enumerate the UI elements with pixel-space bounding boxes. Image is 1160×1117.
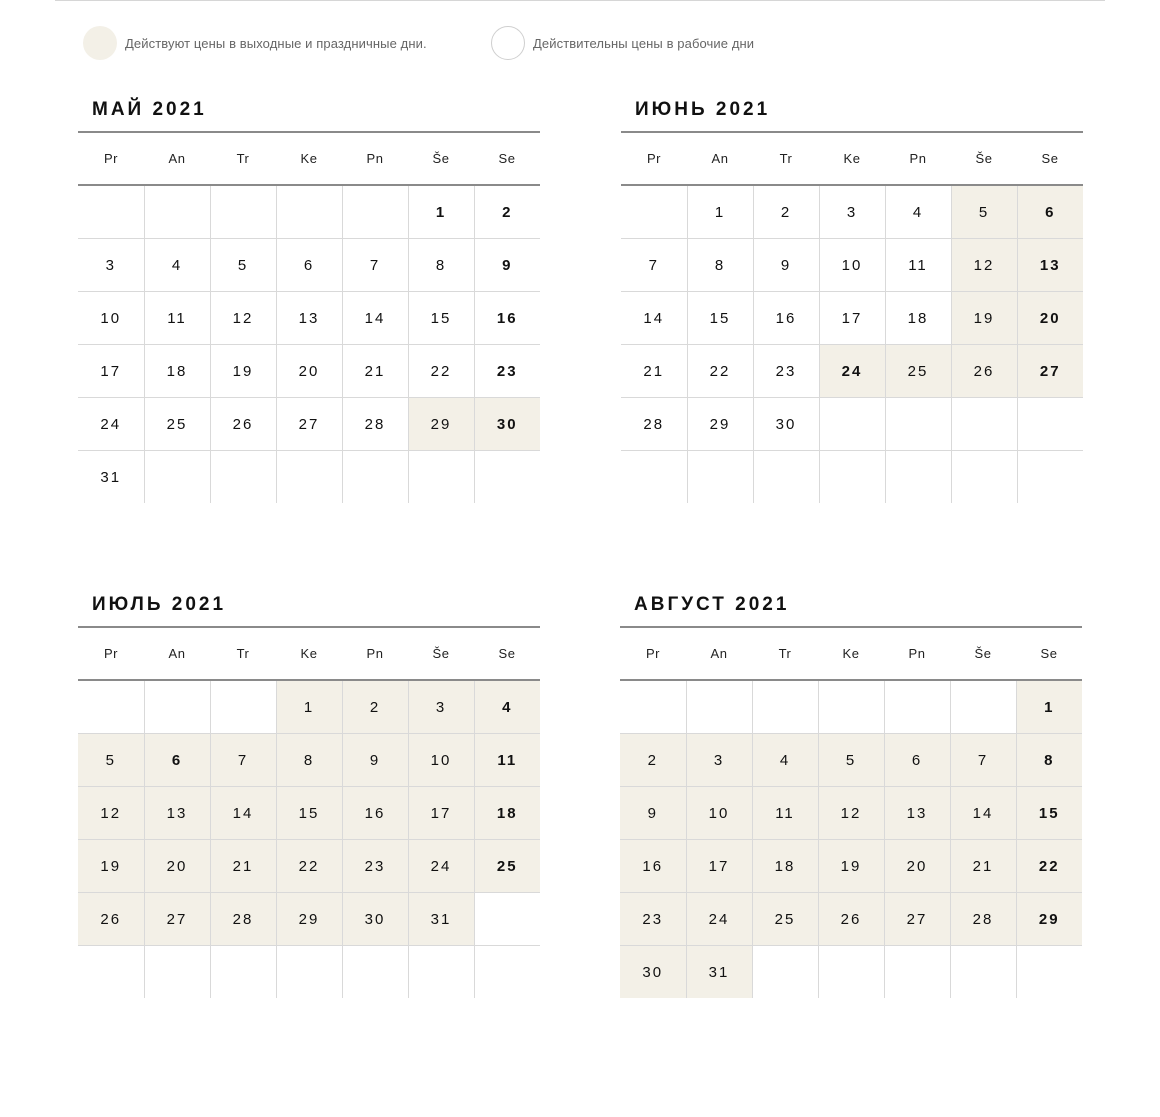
week-row bbox=[620, 680, 1082, 734]
legend-weekday bbox=[491, 26, 754, 60]
weekday-header: Pr bbox=[78, 627, 144, 680]
weekday-header: An bbox=[144, 627, 210, 680]
day-cell[interactable]: 7 bbox=[621, 239, 687, 292]
weekday-header: Ke bbox=[276, 132, 342, 185]
day-cell[interactable]: 13 bbox=[1017, 239, 1083, 292]
weekday-header: Pn bbox=[342, 627, 408, 680]
weekday-header: Pn bbox=[884, 627, 950, 680]
month-title: ИЮЛЬ 2021 bbox=[92, 594, 227, 615]
day-cell[interactable]: 22 bbox=[408, 345, 474, 398]
day-cell[interactable]: 30 bbox=[620, 946, 686, 999]
day-cell[interactable]: 30 bbox=[342, 893, 408, 946]
empty-day-cell bbox=[885, 398, 951, 451]
day-cell[interactable]: 27 bbox=[1017, 345, 1083, 398]
empty-day-cell bbox=[474, 893, 540, 946]
day-cell[interactable]: 7 bbox=[342, 239, 408, 292]
day-cell[interactable]: 25 bbox=[474, 840, 540, 893]
week-row bbox=[78, 292, 540, 345]
empty-day-cell bbox=[78, 680, 144, 734]
day-cell[interactable]: 29 bbox=[1016, 893, 1082, 946]
week-row bbox=[78, 680, 540, 734]
day-cell[interactable]: 18 bbox=[474, 787, 540, 840]
month-title: МАЙ 2021 bbox=[92, 99, 207, 120]
day-cell[interactable]: 28 bbox=[621, 398, 687, 451]
day-cell[interactable]: 24 bbox=[686, 893, 752, 946]
week-row bbox=[78, 451, 540, 504]
day-cell[interactable]: 9 bbox=[620, 787, 686, 840]
day-cell[interactable]: 4 bbox=[144, 239, 210, 292]
day-cell[interactable]: 9 bbox=[474, 239, 540, 292]
day-cell[interactable]: 30 bbox=[474, 398, 540, 451]
day-cell[interactable]: 23 bbox=[342, 840, 408, 893]
empty-day-cell bbox=[752, 946, 818, 999]
empty-day-cell bbox=[78, 946, 144, 999]
day-cell[interactable]: 17 bbox=[686, 840, 752, 893]
day-cell[interactable]: 24 bbox=[819, 345, 885, 398]
day-cell[interactable]: 8 bbox=[1016, 734, 1082, 787]
day-cell[interactable]: 22 bbox=[687, 345, 753, 398]
day-cell[interactable]: 5 bbox=[78, 734, 144, 787]
empty-day-cell bbox=[78, 185, 144, 239]
calendar-grid bbox=[621, 131, 1083, 503]
day-cell[interactable]: 11 bbox=[752, 787, 818, 840]
day-cell[interactable]: 12 bbox=[951, 239, 1017, 292]
weekday-header: Še bbox=[408, 132, 474, 185]
day-cell[interactable]: 15 bbox=[1016, 787, 1082, 840]
day-cell[interactable]: 2 bbox=[342, 680, 408, 734]
empty-day-cell bbox=[686, 680, 752, 734]
day-cell[interactable]: 6 bbox=[884, 734, 950, 787]
weekday-header: Pr bbox=[78, 132, 144, 185]
day-cell[interactable]: 25 bbox=[752, 893, 818, 946]
day-cell[interactable]: 20 bbox=[276, 345, 342, 398]
day-cell[interactable]: 22 bbox=[276, 840, 342, 893]
empty-day-cell bbox=[144, 185, 210, 239]
week-row bbox=[78, 787, 540, 840]
empty-day-cell bbox=[818, 946, 884, 999]
day-cell[interactable]: 22 bbox=[1016, 840, 1082, 893]
weekday-header-row bbox=[621, 132, 1083, 185]
day-cell[interactable]: 18 bbox=[752, 840, 818, 893]
day-cell[interactable]: 14 bbox=[210, 787, 276, 840]
week-row bbox=[78, 239, 540, 292]
weekday-header: An bbox=[687, 132, 753, 185]
empty-day-cell bbox=[621, 451, 687, 504]
day-cell[interactable]: 14 bbox=[342, 292, 408, 345]
legend-weekend bbox=[83, 26, 427, 60]
weekday-header: Tr bbox=[753, 132, 819, 185]
week-row bbox=[620, 787, 1082, 840]
day-cell[interactable]: 8 bbox=[687, 239, 753, 292]
day-cell[interactable]: 19 bbox=[818, 840, 884, 893]
day-cell[interactable]: 29 bbox=[276, 893, 342, 946]
day-cell[interactable]: 3 bbox=[819, 185, 885, 239]
day-cell[interactable]: 6 bbox=[276, 239, 342, 292]
day-cell[interactable]: 10 bbox=[408, 734, 474, 787]
day-cell[interactable]: 8 bbox=[276, 734, 342, 787]
empty-day-cell bbox=[210, 680, 276, 734]
day-cell[interactable]: 25 bbox=[144, 398, 210, 451]
empty-day-cell bbox=[276, 946, 342, 999]
day-cell[interactable]: 27 bbox=[276, 398, 342, 451]
week-row bbox=[621, 451, 1083, 504]
day-cell[interactable]: 19 bbox=[78, 840, 144, 893]
calendar-grid bbox=[78, 131, 540, 503]
day-cell[interactable]: 19 bbox=[951, 292, 1017, 345]
weekday-header: Se bbox=[1017, 132, 1083, 185]
day-cell[interactable]: 1 bbox=[687, 185, 753, 239]
week-row bbox=[621, 292, 1083, 345]
day-cell[interactable]: 15 bbox=[408, 292, 474, 345]
day-cell[interactable]: 25 bbox=[885, 345, 951, 398]
weekday-header: Tr bbox=[210, 132, 276, 185]
empty-day-cell bbox=[342, 946, 408, 999]
legend-weekend-label: Действуют цены в выходные и праздничные дни. bbox=[125, 35, 427, 51]
weekday-header: Tr bbox=[752, 627, 818, 680]
day-cell[interactable]: 3 bbox=[78, 239, 144, 292]
empty-day-cell bbox=[474, 946, 540, 999]
weekday-header: Še bbox=[950, 627, 1016, 680]
week-row bbox=[78, 398, 540, 451]
legend-weekday-swatch bbox=[491, 26, 525, 60]
day-cell[interactable]: 17 bbox=[78, 345, 144, 398]
day-cell[interactable]: 5 bbox=[210, 239, 276, 292]
day-cell[interactable]: 28 bbox=[950, 893, 1016, 946]
day-cell[interactable]: 26 bbox=[210, 398, 276, 451]
day-cell[interactable]: 1 bbox=[1016, 680, 1082, 734]
day-cell[interactable]: 16 bbox=[342, 787, 408, 840]
empty-day-cell bbox=[819, 398, 885, 451]
day-cell[interactable]: 10 bbox=[819, 239, 885, 292]
week-row bbox=[620, 946, 1082, 999]
empty-day-cell bbox=[144, 946, 210, 999]
empty-day-cell bbox=[1016, 946, 1082, 999]
day-cell[interactable]: 14 bbox=[621, 292, 687, 345]
day-cell[interactable]: 26 bbox=[78, 893, 144, 946]
week-row bbox=[78, 893, 540, 946]
day-cell[interactable]: 16 bbox=[620, 840, 686, 893]
day-cell[interactable]: 17 bbox=[408, 787, 474, 840]
day-cell[interactable]: 27 bbox=[884, 893, 950, 946]
day-cell[interactable]: 5 bbox=[818, 734, 884, 787]
weekday-header: An bbox=[144, 132, 210, 185]
weekday-header: Se bbox=[474, 132, 540, 185]
day-cell[interactable]: 14 bbox=[950, 787, 1016, 840]
weekday-header: An bbox=[686, 627, 752, 680]
day-cell[interactable]: 5 bbox=[951, 185, 1017, 239]
empty-day-cell bbox=[884, 680, 950, 734]
day-cell[interactable]: 20 bbox=[884, 840, 950, 893]
day-cell[interactable]: 12 bbox=[818, 787, 884, 840]
empty-day-cell bbox=[210, 451, 276, 504]
day-cell[interactable]: 13 bbox=[144, 787, 210, 840]
empty-day-cell bbox=[144, 680, 210, 734]
weekday-header: Tr bbox=[210, 627, 276, 680]
calendar-grid bbox=[620, 626, 1082, 998]
day-cell[interactable]: 6 bbox=[144, 734, 210, 787]
day-cell[interactable]: 26 bbox=[951, 345, 1017, 398]
calendar-grid bbox=[78, 626, 540, 998]
day-cell[interactable]: 13 bbox=[276, 292, 342, 345]
day-cell[interactable]: 28 bbox=[210, 893, 276, 946]
weekday-header: Pn bbox=[342, 132, 408, 185]
empty-day-cell bbox=[342, 451, 408, 504]
empty-day-cell bbox=[474, 451, 540, 504]
day-cell[interactable]: 2 bbox=[753, 185, 819, 239]
month-calendar-june bbox=[621, 91, 1083, 503]
empty-day-cell bbox=[1017, 398, 1083, 451]
week-row bbox=[78, 185, 540, 239]
day-cell[interactable]: 7 bbox=[950, 734, 1016, 787]
empty-day-cell bbox=[819, 451, 885, 504]
day-cell[interactable]: 20 bbox=[144, 840, 210, 893]
week-row bbox=[78, 946, 540, 999]
empty-day-cell bbox=[276, 451, 342, 504]
day-cell[interactable]: 23 bbox=[753, 345, 819, 398]
day-cell[interactable]: 29 bbox=[687, 398, 753, 451]
day-cell[interactable]: 7 bbox=[210, 734, 276, 787]
day-cell[interactable]: 12 bbox=[78, 787, 144, 840]
weekday-header: Še bbox=[951, 132, 1017, 185]
empty-day-cell bbox=[687, 451, 753, 504]
empty-day-cell bbox=[950, 680, 1016, 734]
day-cell[interactable]: 18 bbox=[885, 292, 951, 345]
day-cell[interactable]: 16 bbox=[474, 292, 540, 345]
day-cell[interactable]: 3 bbox=[686, 734, 752, 787]
empty-day-cell bbox=[950, 946, 1016, 999]
weekday-header: Ke bbox=[276, 627, 342, 680]
empty-day-cell bbox=[951, 398, 1017, 451]
week-row bbox=[621, 345, 1083, 398]
month-calendar-may bbox=[78, 91, 540, 503]
weekday-header-row bbox=[78, 627, 540, 680]
weekday-header: Ke bbox=[819, 132, 885, 185]
empty-day-cell bbox=[210, 185, 276, 239]
month-calendar-july bbox=[78, 586, 540, 998]
day-cell[interactable]: 24 bbox=[408, 840, 474, 893]
week-row bbox=[620, 734, 1082, 787]
week-row bbox=[621, 239, 1083, 292]
day-cell[interactable]: 18 bbox=[144, 345, 210, 398]
day-cell[interactable]: 17 bbox=[819, 292, 885, 345]
empty-day-cell bbox=[753, 451, 819, 504]
day-cell[interactable]: 27 bbox=[144, 893, 210, 946]
weekday-header: Pr bbox=[621, 132, 687, 185]
day-cell[interactable]: 31 bbox=[408, 893, 474, 946]
empty-day-cell bbox=[1017, 451, 1083, 504]
day-cell[interactable]: 1 bbox=[408, 185, 474, 239]
weekday-header-row bbox=[620, 627, 1082, 680]
day-cell[interactable]: 4 bbox=[474, 680, 540, 734]
weekday-header: Pn bbox=[885, 132, 951, 185]
day-cell[interactable]: 23 bbox=[620, 893, 686, 946]
day-cell[interactable]: 31 bbox=[686, 946, 752, 999]
weekday-header: Še bbox=[408, 627, 474, 680]
day-cell[interactable]: 11 bbox=[885, 239, 951, 292]
legend-weekday-label: Действительны цены в рабочие дни bbox=[533, 35, 755, 51]
day-cell[interactable]: 21 bbox=[621, 345, 687, 398]
empty-day-cell bbox=[885, 451, 951, 504]
weekday-header-row bbox=[78, 132, 540, 185]
empty-day-cell bbox=[408, 946, 474, 999]
day-cell[interactable]: 6 bbox=[1017, 185, 1083, 239]
week-row bbox=[621, 398, 1083, 451]
week-row bbox=[78, 840, 540, 893]
day-cell[interactable]: 10 bbox=[686, 787, 752, 840]
week-row bbox=[78, 734, 540, 787]
day-cell[interactable]: 26 bbox=[818, 893, 884, 946]
day-cell[interactable]: 31 bbox=[100, 468, 122, 486]
empty-day-cell bbox=[884, 946, 950, 999]
week-row bbox=[620, 840, 1082, 893]
day-cell[interactable]: 21 bbox=[210, 840, 276, 893]
day-cell[interactable]: 21 bbox=[950, 840, 1016, 893]
weekday-header: Se bbox=[1016, 627, 1082, 680]
week-row bbox=[620, 893, 1082, 946]
day-cell[interactable]: 1 bbox=[276, 680, 342, 734]
day-cell[interactable]: 30 bbox=[753, 398, 819, 451]
day-cell[interactable]: 29 bbox=[408, 398, 474, 451]
legend-weekend-swatch bbox=[83, 26, 117, 60]
empty-day-cell bbox=[621, 185, 687, 239]
day-cell[interactable]: 21 bbox=[342, 345, 408, 398]
empty-day-cell bbox=[342, 185, 408, 239]
day-cell[interactable]: 12 bbox=[210, 292, 276, 345]
day-cell[interactable]: 16 bbox=[753, 292, 819, 345]
day-cell[interactable]: 20 bbox=[1017, 292, 1083, 345]
day-cell[interactable]: 13 bbox=[884, 787, 950, 840]
day-cell[interactable]: 24 bbox=[78, 398, 144, 451]
day-cell[interactable]: 15 bbox=[687, 292, 753, 345]
empty-day-cell bbox=[752, 680, 818, 734]
weekday-header: Ke bbox=[818, 627, 884, 680]
top-divider bbox=[55, 0, 1105, 1]
week-row bbox=[621, 185, 1083, 239]
day-cell[interactable]: 8 bbox=[408, 239, 474, 292]
day-cell[interactable]: 15 bbox=[276, 787, 342, 840]
month-calendar-august bbox=[620, 586, 1082, 998]
day-cell[interactable]: 11 bbox=[144, 292, 210, 345]
empty-day-cell bbox=[951, 451, 1017, 504]
month-title: ИЮНЬ 2021 bbox=[635, 99, 771, 120]
day-cell[interactable]: 19 bbox=[210, 345, 276, 398]
empty-day-cell bbox=[210, 946, 276, 999]
day-cell[interactable]: 2 bbox=[474, 185, 540, 239]
empty-day-cell bbox=[620, 680, 686, 734]
empty-day-cell bbox=[408, 451, 474, 504]
day-cell[interactable]: 4 bbox=[885, 185, 951, 239]
day-cell[interactable]: 4 bbox=[752, 734, 818, 787]
day-cell[interactable]: 10 bbox=[78, 292, 144, 345]
day-cell[interactable]: 28 bbox=[342, 398, 408, 451]
month-title: АВГУСТ 2021 bbox=[634, 594, 790, 615]
day-cell[interactable]: 3 bbox=[408, 680, 474, 734]
empty-day-cell bbox=[818, 680, 884, 734]
day-cell[interactable]: 11 bbox=[474, 734, 540, 787]
weekday-header: Se bbox=[474, 627, 540, 680]
weekday-header: Pr bbox=[620, 627, 686, 680]
empty-day-cell bbox=[144, 451, 210, 504]
day-cell[interactable]: 23 bbox=[474, 345, 540, 398]
day-cell[interactable]: 2 bbox=[620, 734, 686, 787]
day-cell[interactable]: 9 bbox=[342, 734, 408, 787]
empty-day-cell bbox=[276, 185, 342, 239]
day-cell[interactable]: 9 bbox=[753, 239, 819, 292]
week-row bbox=[78, 345, 540, 398]
